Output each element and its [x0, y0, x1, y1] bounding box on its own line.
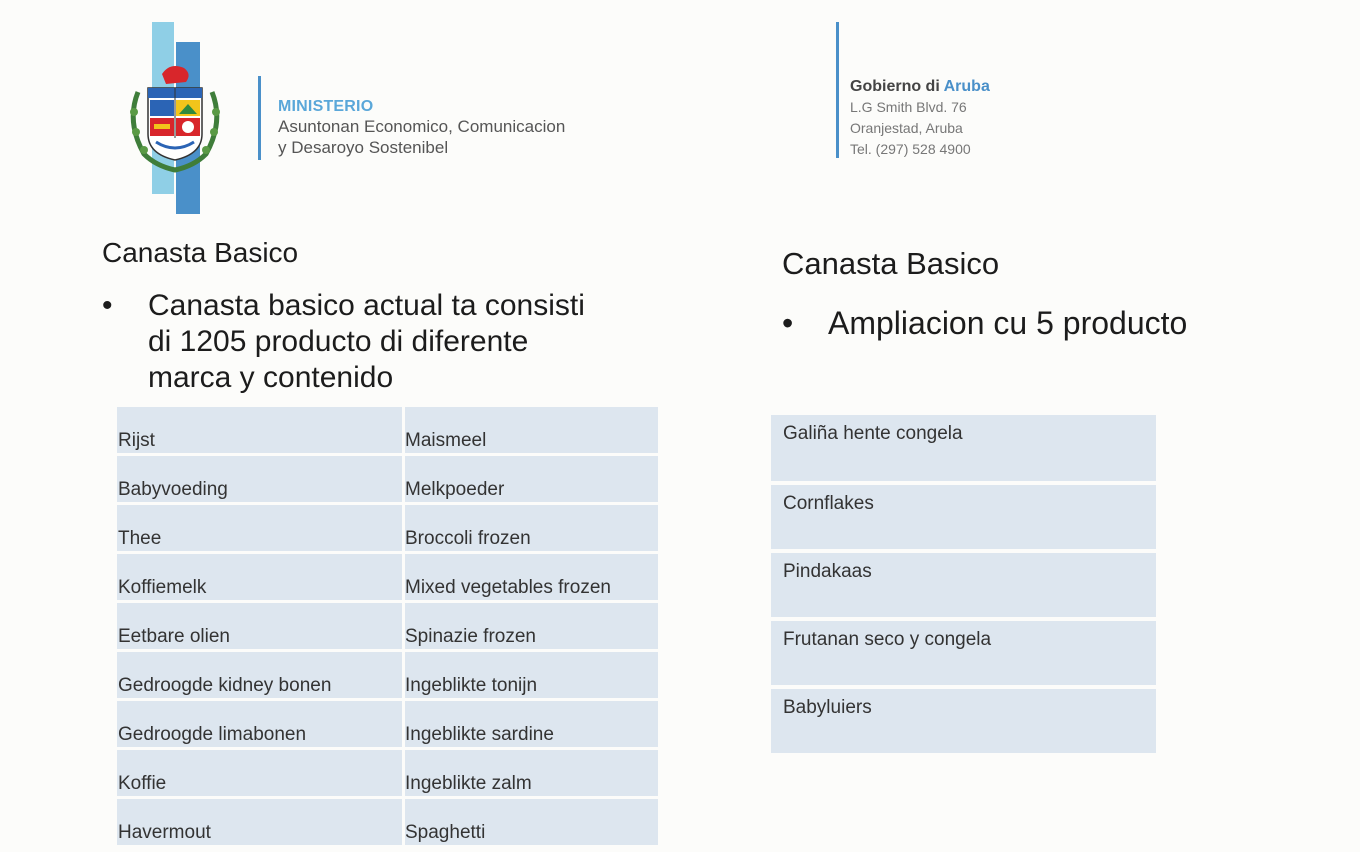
right-bullet-text: Ampliacion cu 5 producto: [828, 305, 1188, 341]
left-product-table: [117, 407, 658, 848]
left-bullet-dot: •: [102, 289, 113, 322]
government-phone: Tel. (297) 528 4900: [850, 141, 971, 157]
table-row: Pindakaas: [771, 553, 1156, 617]
table-row: [117, 407, 658, 453]
table-cell: Gedroogde limabonen: [117, 701, 405, 747]
table-cell: Gedroogde kidney bonen: [117, 652, 405, 698]
ministry-line-1: Asuntonan Economico, Comunicacion: [278, 117, 566, 136]
government-divider: [836, 22, 839, 158]
government-title: [850, 76, 990, 97]
left-bullet-line: marca y contenido: [148, 361, 394, 394]
right-product-table: [771, 415, 1156, 757]
table-row: [117, 603, 658, 649]
ministry-title: MINISTERIO: [278, 98, 374, 115]
left-bullet-text: [148, 288, 585, 396]
left-bullet: [102, 288, 585, 396]
table-cell: Spinazie frozen: [405, 626, 536, 647]
table-row: Frutanan seco y congela: [771, 621, 1156, 685]
table-cell: Babyvoeding: [117, 456, 405, 502]
ministry-divider: [258, 76, 261, 160]
table-row: [117, 799, 658, 845]
table-row: [117, 652, 658, 698]
table-row: [117, 554, 658, 600]
ministry-block: [278, 98, 565, 158]
right-heading: Canasta Basico: [782, 246, 1000, 281]
right-bullet: [782, 305, 1187, 341]
table-cell: Havermout: [117, 799, 405, 845]
table-row: [117, 701, 658, 747]
table-cell: Eetbare olien: [117, 603, 405, 649]
table-cell: Spaghetti: [405, 822, 486, 843]
government-block: [850, 76, 990, 160]
table-cell: Koffiemelk: [117, 554, 405, 600]
table-cell: Ingeblikte tonijn: [405, 675, 538, 696]
government-address-1: L.G Smith Blvd. 76: [850, 99, 967, 115]
table-cell: Melkpoeder: [405, 479, 505, 500]
government-title-accent: Aruba: [943, 78, 990, 95]
table-row: [117, 505, 658, 551]
table-cell: Mixed vegetables frozen: [405, 577, 611, 598]
table-cell: Thee: [117, 505, 405, 551]
ministry-line-2: y Desaroyo Sostenibel: [278, 138, 449, 157]
table-row: Cornflakes: [771, 485, 1156, 549]
table-cell: Broccoli frozen: [405, 528, 531, 549]
table-row: [117, 456, 658, 502]
government-address-2: Oranjestad, Aruba: [850, 120, 963, 136]
left-heading: Canasta Basico: [102, 237, 299, 268]
table-cell: Koffie: [117, 750, 405, 796]
table-cell: Maismeel: [405, 430, 487, 451]
table-cell: Rijst: [117, 407, 405, 453]
table-row: Galiña hente congela: [771, 415, 1156, 481]
right-bullet-dot: •: [782, 305, 794, 341]
left-bullet-line: di 1205 producto di diferente: [148, 325, 529, 358]
table-row: Babyluiers: [771, 689, 1156, 753]
table-cell: Ingeblikte sardine: [405, 724, 554, 745]
left-bullet-line: Canasta basico actual ta consisti: [148, 289, 585, 322]
coat-of-arms-icon: [126, 62, 224, 174]
government-title-prefix: Gobierno di: [850, 78, 944, 95]
table-cell: Ingeblikte zalm: [405, 773, 532, 794]
table-row: [117, 750, 658, 796]
